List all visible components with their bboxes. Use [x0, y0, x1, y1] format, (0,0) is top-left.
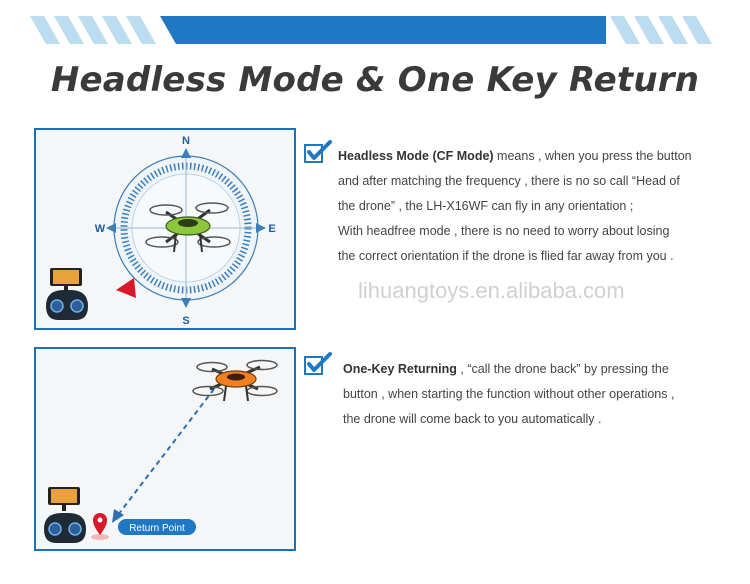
- headless-line-2: and after matching the frequency , there is no so call “Head of: [338, 174, 680, 188]
- headless-line-5: the correct orientation if the drone is flied far away from you .: [338, 249, 674, 263]
- return-line-1: , “call the drone back” by pressing the: [456, 362, 669, 376]
- headless-mode-description: [338, 144, 728, 269]
- compass-south: S: [182, 315, 190, 327]
- remote-controller-icon: [46, 268, 88, 320]
- top-banner: [0, 0, 750, 48]
- remote-controller-icon: [44, 487, 86, 543]
- one-key-return-term: One-Key Returning: [343, 362, 457, 376]
- dashed-arrow-icon: [112, 389, 214, 523]
- headless-line-1: means , when you press the button: [493, 149, 692, 163]
- checkmark-icon: [304, 140, 332, 164]
- headless-line-3: the drone” , the LH-X16WF can fly in any orientation ;: [338, 199, 634, 213]
- location-pin-icon: [91, 513, 109, 540]
- compass-east: E: [268, 223, 276, 235]
- direction-arrow-icon: [116, 278, 136, 298]
- headless-mode-term: Headless Mode (CF Mode): [338, 149, 494, 163]
- compass-north: N: [182, 135, 190, 147]
- page-title: Headless Mode & One Key Return: [50, 60, 700, 100]
- compass-west: W: [94, 223, 106, 235]
- return-line-2: button , when starting the function without other operations ,: [343, 387, 675, 401]
- return-line-3: the drone will come back to you automatically .: [343, 412, 602, 426]
- checkmark-icon: [304, 352, 332, 376]
- headless-mode-illustration: [34, 128, 296, 330]
- return-point-label: Return Point: [129, 523, 185, 534]
- watermark: lihuangtoys.en.alibaba.com: [358, 278, 625, 303]
- headless-line-4: With headfree mode , there is no need to worry about losing: [338, 224, 670, 238]
- drone-icon: [193, 361, 277, 402]
- return-mode-illustration: [34, 347, 296, 551]
- one-key-return-description: [343, 357, 733, 432]
